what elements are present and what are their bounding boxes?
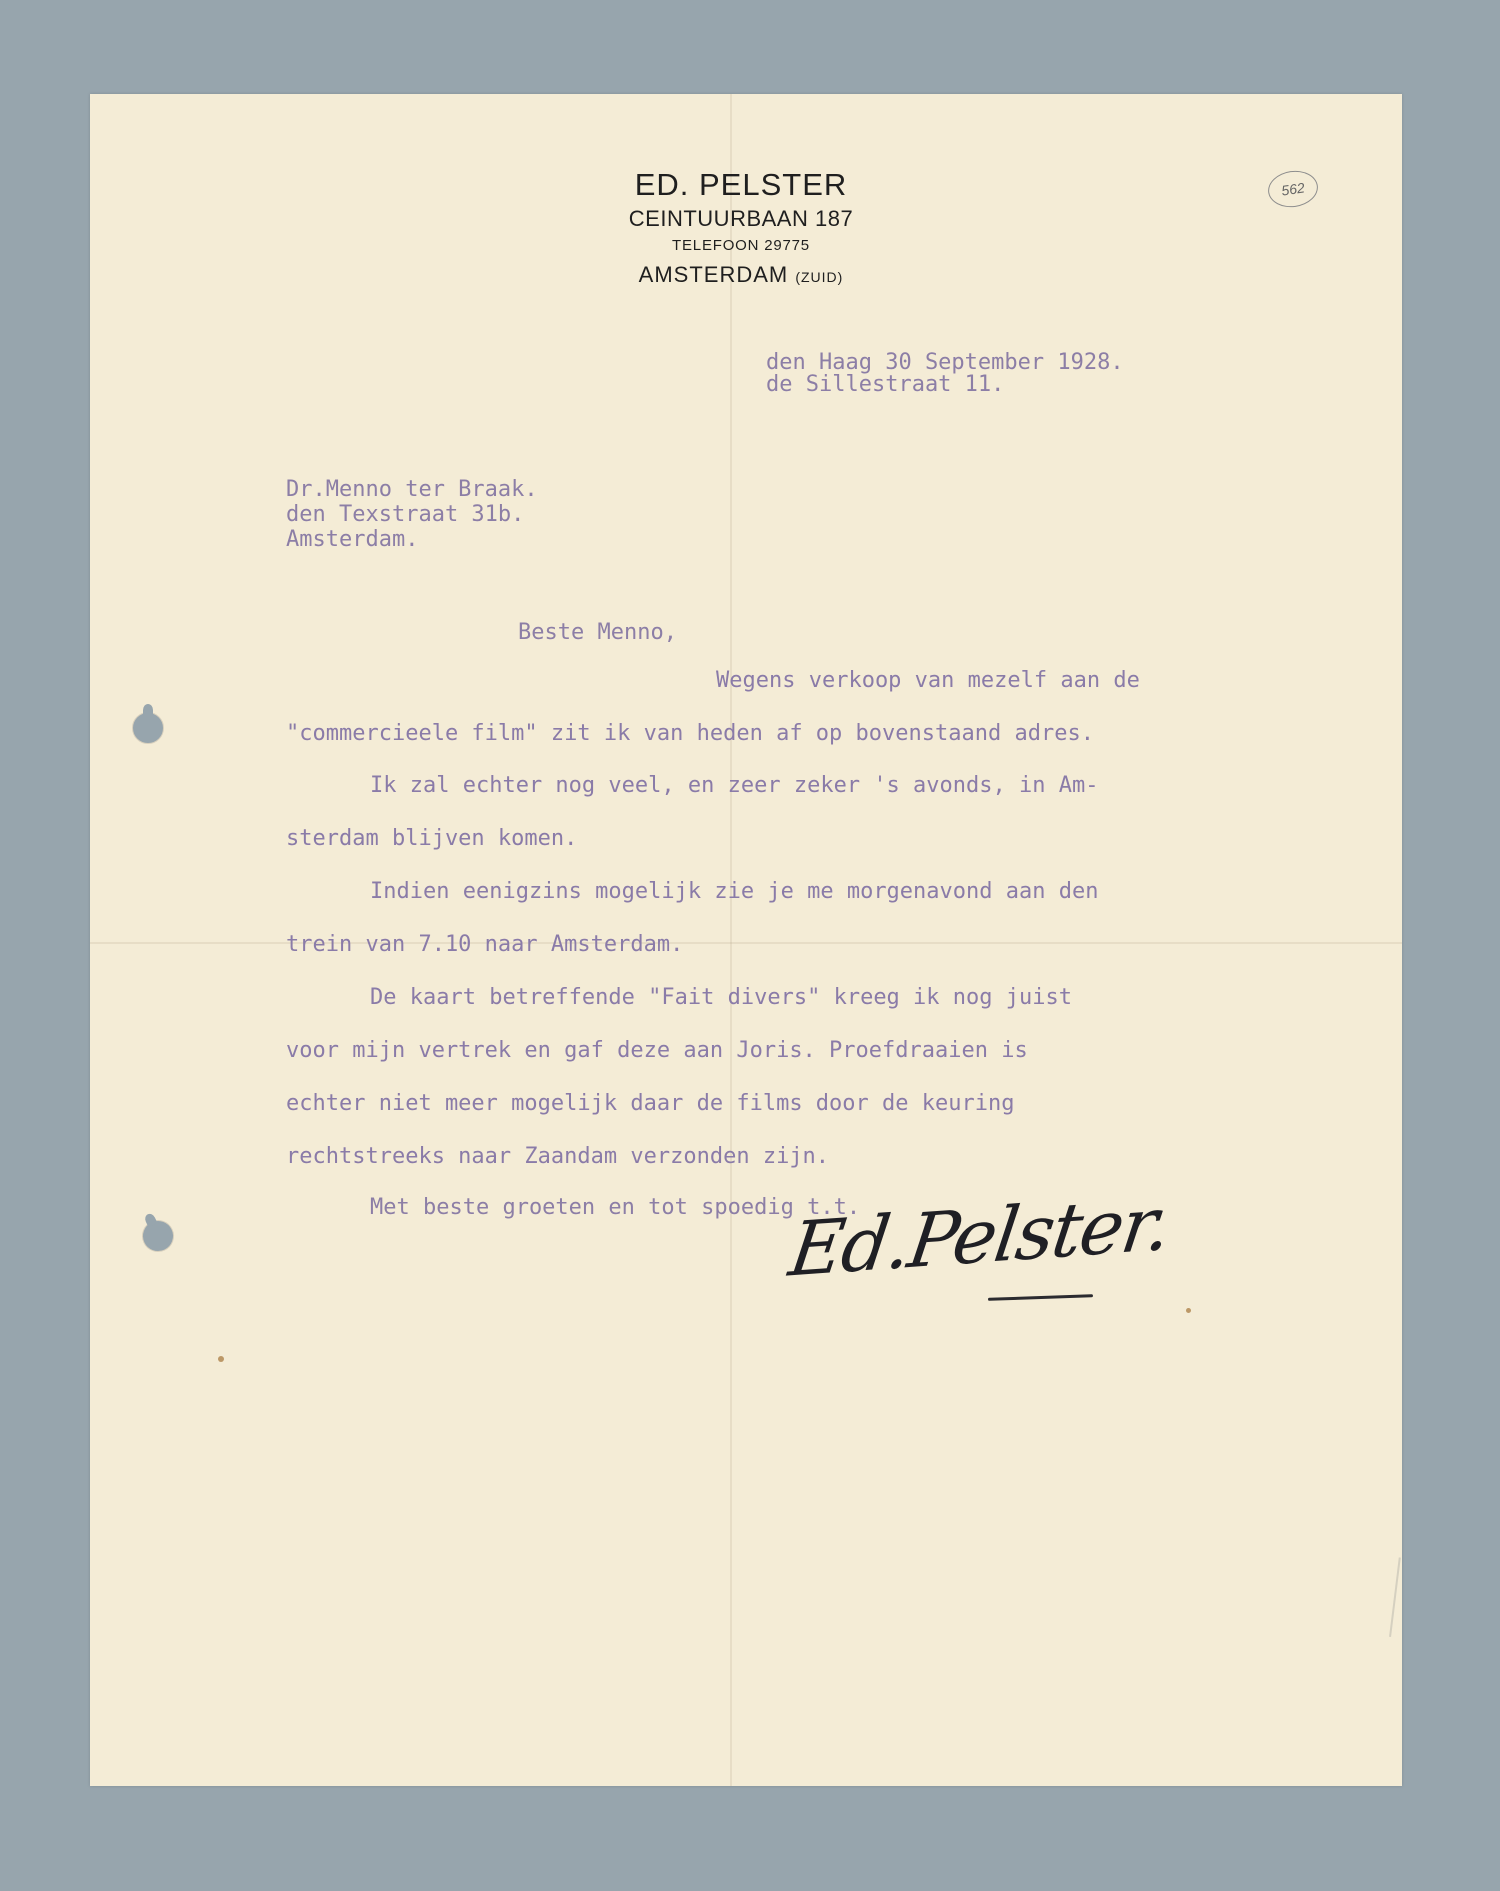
letterhead — [90, 166, 1402, 294]
paper-corner-wear — [1369, 1555, 1401, 1637]
date-line: den Haag 30 September 1928. — [766, 350, 1124, 375]
handwritten-signature — [784, 1180, 1175, 1304]
letterhead-district: (ZUID) — [795, 269, 844, 285]
body-line: echter niet meer mogelijk daar de films door de keuring — [286, 1091, 1015, 1116]
letterhead-phone: TELEFOON 29775 — [672, 237, 810, 254]
signature-text: Ed.Pelster. — [784, 1180, 1175, 1294]
body-line: sterdam blijven komen. — [286, 826, 578, 851]
letterhead-city-line — [90, 258, 1402, 294]
signature-underline — [988, 1294, 1093, 1301]
archive-number: 562 — [1266, 168, 1321, 211]
body-line: "commercieele film" zit ik van heden af op bovenstaand adres. — [286, 721, 1094, 746]
paper-fleck — [1186, 1308, 1191, 1313]
vertical-fold-line — [730, 94, 732, 1786]
sender-address-line: de Sillestraat 11. — [766, 372, 1005, 397]
punch-hole — [132, 712, 164, 744]
letterhead-name: ED. PELSTER — [634, 167, 848, 202]
punch-hole — [137, 1215, 180, 1258]
recipient-city: Amsterdam. — [286, 527, 419, 552]
closing-line: Met beste groeten en tot spoedig t.t. — [370, 1195, 861, 1220]
body-line: voor mijn vertrek en gaf deze aan Joris. Proefdraaien is — [286, 1038, 1028, 1063]
body-line: De kaart betreffende "Fait divers" kreeg ik nog juist — [370, 985, 1072, 1010]
body-line: Ik zal echter nog veel, en zeer zeker 's avonds, in Am- — [370, 773, 1099, 798]
recipient-street: den Texstraat 31b. — [286, 502, 525, 527]
body-line: trein van 7.10 naar Amsterdam. — [286, 932, 684, 957]
salutation: Beste Menno, — [518, 620, 677, 645]
body-line: Indien eenigzins mogelijk zie je me morgenavond aan den — [370, 879, 1099, 904]
body-line: rechtstreeks naar Zaandam verzonden zijn. — [286, 1144, 830, 1169]
letter-paper — [90, 94, 1402, 1786]
recipient-name: Dr.Menno ter Braak. — [286, 477, 538, 502]
body-line: Wegens verkoop van mezelf aan de — [716, 668, 1140, 693]
letterhead-street: CEINTUURBAAN 187 — [628, 206, 854, 231]
paper-fleck — [218, 1356, 224, 1362]
letterhead-city: AMSTERDAM — [638, 262, 789, 287]
